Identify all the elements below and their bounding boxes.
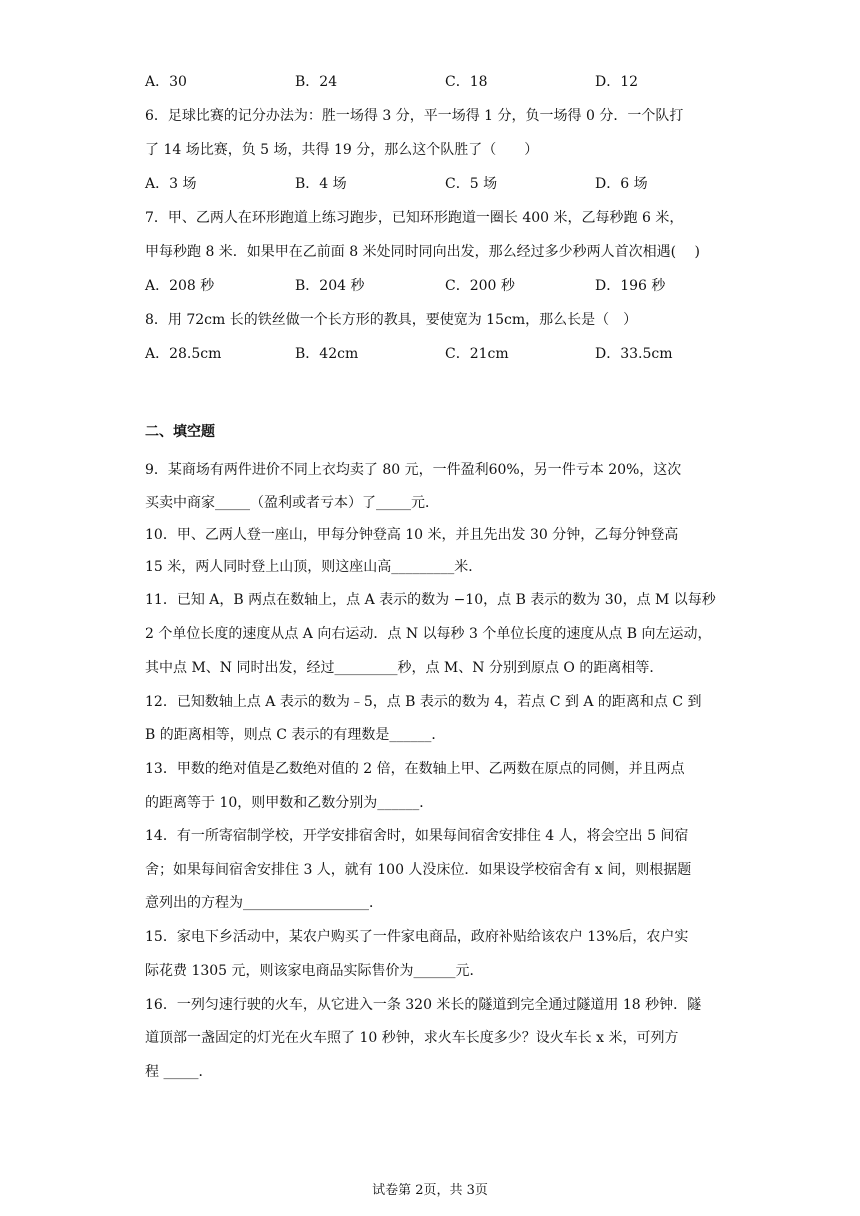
q8-option-a: A．28.5cm xyxy=(145,346,222,362)
q16-line-2: 道顶部一盏固定的灯光在火车照了 10 秒钟，求火车长度多少？设火车长 x 米，可列方 xyxy=(145,1030,679,1046)
q14-line-1: 14．有一所寄宿制学校，开学安排宿舍时，如果每间宿舍安排住 4 人，将会空出 5 间宿 xyxy=(145,828,689,844)
q9-line-1: 9．某商场有两件进价不同上衣均卖了 80 元，一件盈利60%，另一件亏本 20%，这次 xyxy=(145,462,682,478)
q7-option-b: B．204 秒 xyxy=(295,278,365,294)
q8-option-c: C．21cm xyxy=(445,346,509,362)
q5-option-c: C．18 xyxy=(445,74,488,90)
q14-line-2: 舍；如果每间宿舍安排住 3 人，就有 100 人没床位．如果设学校宿舍有 x 间，则根据题 xyxy=(145,862,692,878)
q6-options xyxy=(145,174,745,194)
q6-option-c: C．5 场 xyxy=(445,176,498,192)
q8-option-b: B．42cm xyxy=(295,346,359,362)
q8-options xyxy=(145,344,745,364)
q13-line-2: 的距离等于 10，则甲数和乙数分别为______． xyxy=(145,795,434,811)
q15-line-1: 15．家电下乡活动中，某农户购买了一件家电商品，政府补贴给该农户 13%后，农户实 xyxy=(145,929,689,945)
q11-line-1: 11．已知 A，B 两点在数轴上，点 A 表示的数为 −10，点 B 表示的数为 30，点 M 以每秒 xyxy=(145,592,716,608)
q7-line-1: 7．甲、乙两人在环形跑道上练习跑步，已知环形跑道一圈长 400 米，乙每秒跑 6 米， xyxy=(145,210,684,226)
q13-line-1: 13．甲数的绝对值是乙数绝对值的 2 倍，在数轴上甲、乙两数在原点的同侧，并且两点 xyxy=(145,761,685,777)
q14-line-3: 意列出的方程为__________________． xyxy=(145,895,383,911)
q7-option-d: D．196 秒 xyxy=(595,278,666,294)
q7-options xyxy=(145,276,745,296)
q8-option-d: D．33.5cm xyxy=(595,346,673,362)
q8-line-1: 8．用 72cm 长的铁丝做一个长方形的教具，要使宽为 15cm，那么长是（ ） xyxy=(145,312,638,328)
q5-options xyxy=(145,72,745,92)
q7-option-c: C．200 秒 xyxy=(445,278,515,294)
q6-option-d: D．6 场 xyxy=(595,176,648,192)
q11-line-3: 其中点 M、N 同时出发，经过_________秒，点 M、N 分别到原点 O 的距离相等． xyxy=(145,660,664,676)
section-title-fill-in: 二、填空题 xyxy=(145,424,215,440)
q6-line-1: 6．足球比赛的记分办法为：胜一场得 3 分，平一场得 1 分，负一场得 0 分．一个队打 xyxy=(145,108,684,124)
q9-line-2: 买卖中商家_____（盈利或者亏本）了_____元． xyxy=(145,495,439,511)
q6-option-a: A．3 场 xyxy=(145,176,197,192)
q6-line-2: 了 14 场比赛，负 5 场，共得 19 分，那么这个队胜了（ ） xyxy=(145,142,539,158)
q10-line-1: 10．甲、乙两人登一座山，甲每分钟登高 10 米，并且先出发 30 分钟，乙每分钟登高 xyxy=(145,527,679,543)
q7-option-a: A．208 秒 xyxy=(145,278,215,294)
q7-line-2: 甲每秒跑 8 米．如果甲在乙前面 8 米处同时同向出发，那么经过多少秒两人首次相遇( ) xyxy=(145,244,700,260)
q10-line-2: 15 米，两人同时登上山顶，则这座山高_________米． xyxy=(145,559,483,575)
q6-option-b: B．4 场 xyxy=(295,176,347,192)
q12-line-1: 12．已知数轴上点 A 表示的数为﹣5，点 B 表示的数为 4，若点 C 到 A 的距离和点 C 到 xyxy=(145,694,702,710)
q5-option-a: A．30 xyxy=(145,74,187,90)
q15-line-2: 际花费 1305 元，则该家电商品实际售价为______元． xyxy=(145,963,484,979)
q11-line-2: 2 个单位长度的速度从点 A 向右运动．点 N 以每秒 3 个单位长度的速度从点 B 向左运动， xyxy=(145,626,712,642)
q12-line-2: B 的距离相等，则点 C 表示的有理数是______． xyxy=(145,727,446,743)
q16-line-3: 程 _____． xyxy=(145,1064,213,1080)
q16-line-1: 16．一列匀速行驶的火车，从它进入一条 320 米长的隧道到完全通过隧道用 18 秒钟．隧 xyxy=(145,997,702,1013)
q5-option-b: B．24 xyxy=(295,74,338,90)
q5-option-d: D．12 xyxy=(595,74,639,90)
page-footer: 试卷第 2页，共 3页 xyxy=(372,1183,488,1198)
